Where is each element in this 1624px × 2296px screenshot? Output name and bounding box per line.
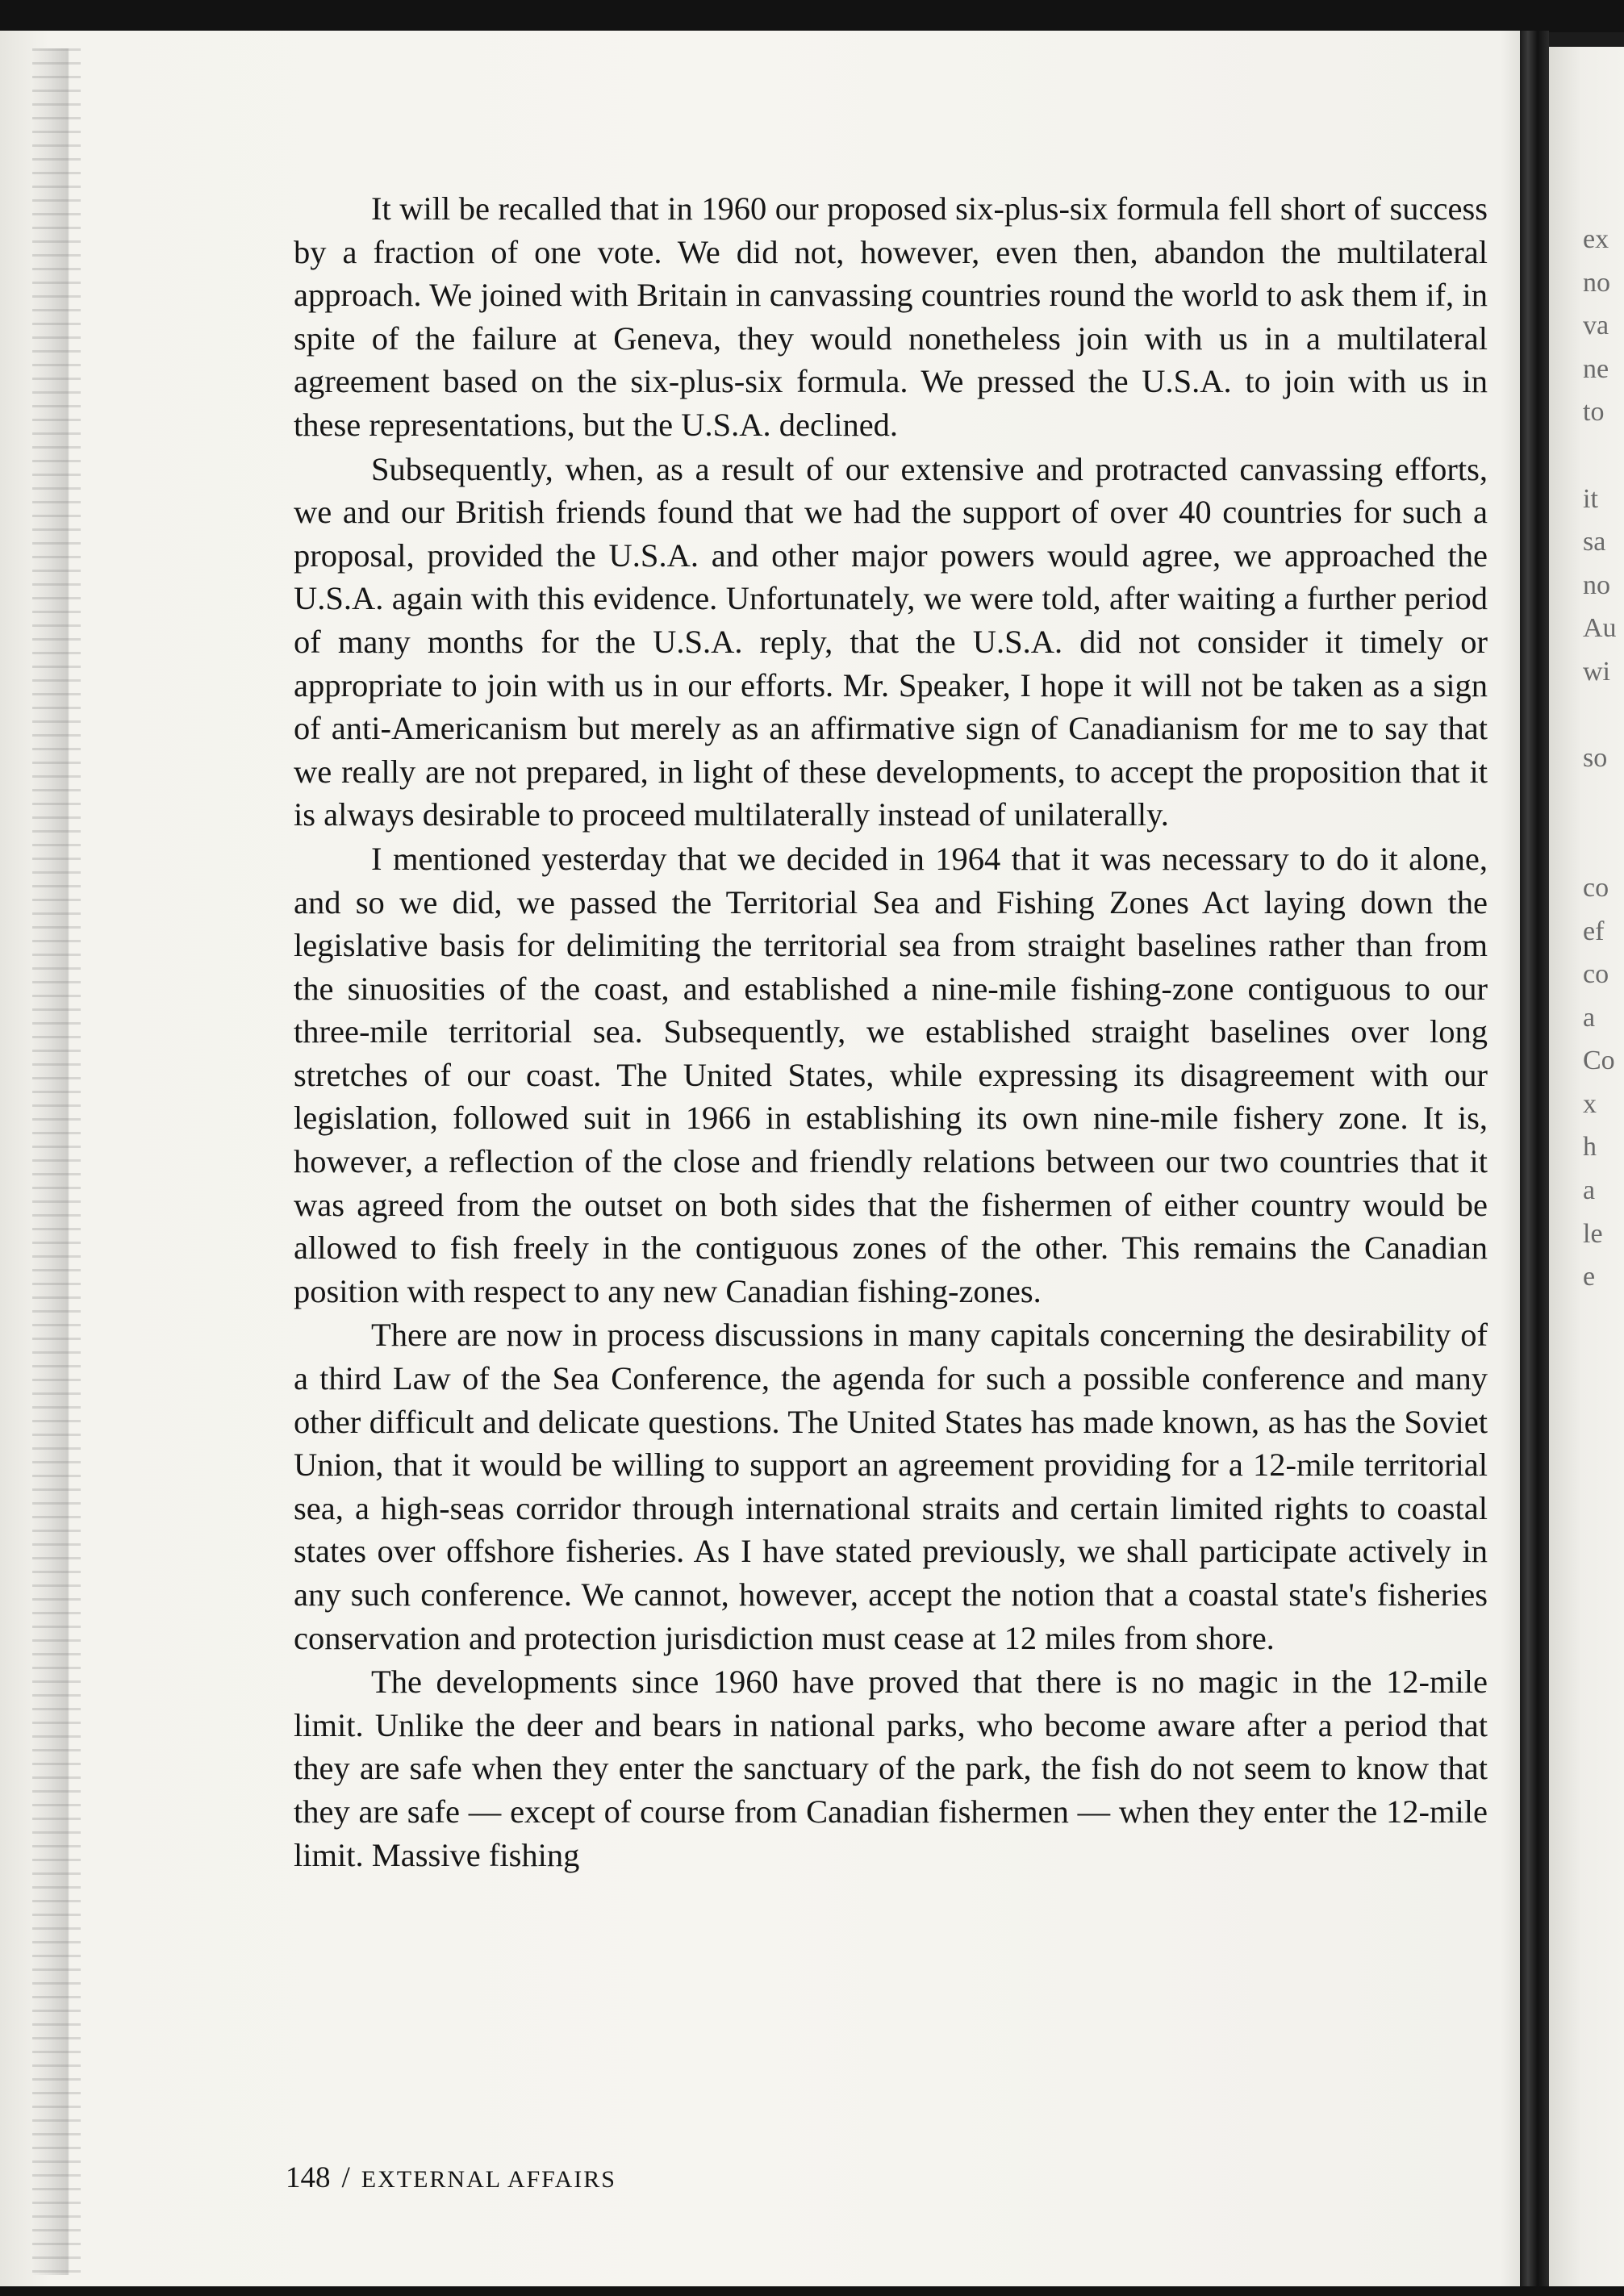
facing-page-fragment: va [1583,311,1609,341]
facing-page-fragment: wi [1583,656,1610,687]
facing-page-fragment: e [1583,1262,1596,1292]
facing-page-fragment: Au [1583,613,1617,644]
running-head: EXTERNAL AFFAIRS [361,2166,616,2193]
scan-bottom-border [0,2286,1624,2296]
paragraph-1: It will be recalled that in 1960 our proposed six-plus-six formula fell short of success by a fraction of one vote. We did not, however, even then, abandon the multilateral approach. We joined with Britain in canvassing countries round the world to ask them if, in spite of the failure at Geneva, they would nonetheless join with us in a multilateral agreement based on the six-plus-six formula. We pressed the U.S.A. to join with us in these representations, but the U.S.A. declined. [294,190,1488,443]
facing-page-fragment [1583,780,1623,824]
paragraph-2: Subsequently, when, as a result of our extensive and protracted canvassing efforts, we and our British friends found that we had the support of over 40 countries for such a proposal, provided the U.S.A. and other major powers would agree, we approached the U.S.A. again with this evidence. Unfortunately, we were told, after waiting a further period of many months for the U.S.A. reply, that the U.S.A. did not consider it timely or appropriate to join with us in our efforts. Mr. Speaker, I hope it will not be taken as a sign of anti-Americanism but merely as an affirmative sign of Canadianism for me to say that we really are not prepared, in light of these developments, to accept the proposition that it is always desirable to proceed multilaterally instead of unilaterally. [294,450,1488,833]
facing-page-fragment: it [1583,483,1598,514]
facing-page-fragment: to [1583,397,1605,428]
facing-page-fragment: ex [1583,224,1609,254]
facing-page-fragment: le [1583,1218,1603,1249]
page-number: 148 [286,2161,331,2194]
book-gutter [1520,31,1549,2290]
paragraph-4: There are now in process discussions in many capitals concerning the desirability of a third Law of the Sea Conference, the agenda for such a possible conference and many other difficult and delicate questions. The United States has made known, as has the Soviet Union, that it would be willing to support an agreement providing for a 12-mile territorial sea, a high-seas corridor through international straits and certain limited rights to coastal states over offshore fisheries. As I have stated previously, we shall participate actively in any such conference. We cannot, however, accept the notion that a coastal state's fisheries conservation and protection jurisdiction must cease at 12 miles from shore. [294,1317,1488,1656]
paragraph-5: The developments since 1960 have proved that there is no magic in the 12-mile limit. Unlike the deer and bears in national parks, who become aware after a period that they are safe when they enter the sanctuary of the park, the fish do not seem to know that they are safe — except of course from Canadian fishermen — when they enter the 12-mile limit. Massive fishing [294,1664,1488,1873]
facing-page-fragment: sa [1583,527,1606,557]
facing-page-text [1583,218,1623,1299]
facing-page-fragment: Co [1583,1046,1615,1076]
page-left-margin-marks [32,48,81,2275]
facing-page-fragment [1583,434,1623,478]
facing-page-fragment [1583,823,1623,866]
facing-page-fragment: co [1583,959,1609,990]
facing-page-fragment: h [1583,1132,1597,1163]
article-body [294,187,1488,1877]
footer-separator: / [341,2161,350,2194]
paragraph-3: I mentioned yesterday that we decided in 1964 that it was necessary to do it alone, and so we did, we passed the Territorial Sea and Fishing Zones Act laying down the legislative basis for delimiting the territorial sea from straight baselines rather than from the sinuosities of the coast, and established a nine-mile fishing-zone contiguous to our three-mile territorial sea. Subsequently, we established straight baselines over long stretches of our coast. The United States, while expressing its disagreement with our legislation, followed suit in 1966 in establishing its own nine-mile fishery zone. It is, however, a reflection of the close and friendly relations between our two countries that it was agreed from the outset on both sides that the fishermen of either country would be allowed to fish freely in the contiguous zones of the other. This remains the Canadian position with respect to any new Canadian fishing-zones. [294,840,1488,1309]
facing-page-fragment: co [1583,872,1609,903]
facing-page-fragment: a [1583,1002,1596,1033]
facing-page-fragment: a [1583,1175,1596,1206]
facing-page-fragment [1583,694,1623,737]
facing-page-fragment: ne [1583,353,1609,384]
facing-page-fragment: no [1583,570,1610,600]
page-footer [286,2160,616,2195]
facing-page-fragment: ef [1583,916,1605,946]
facing-page-fragment: so [1583,743,1608,774]
scan-top-border [0,0,1624,32]
facing-page-fragment: no [1583,267,1610,298]
facing-page-fragment: x [1583,1088,1597,1119]
